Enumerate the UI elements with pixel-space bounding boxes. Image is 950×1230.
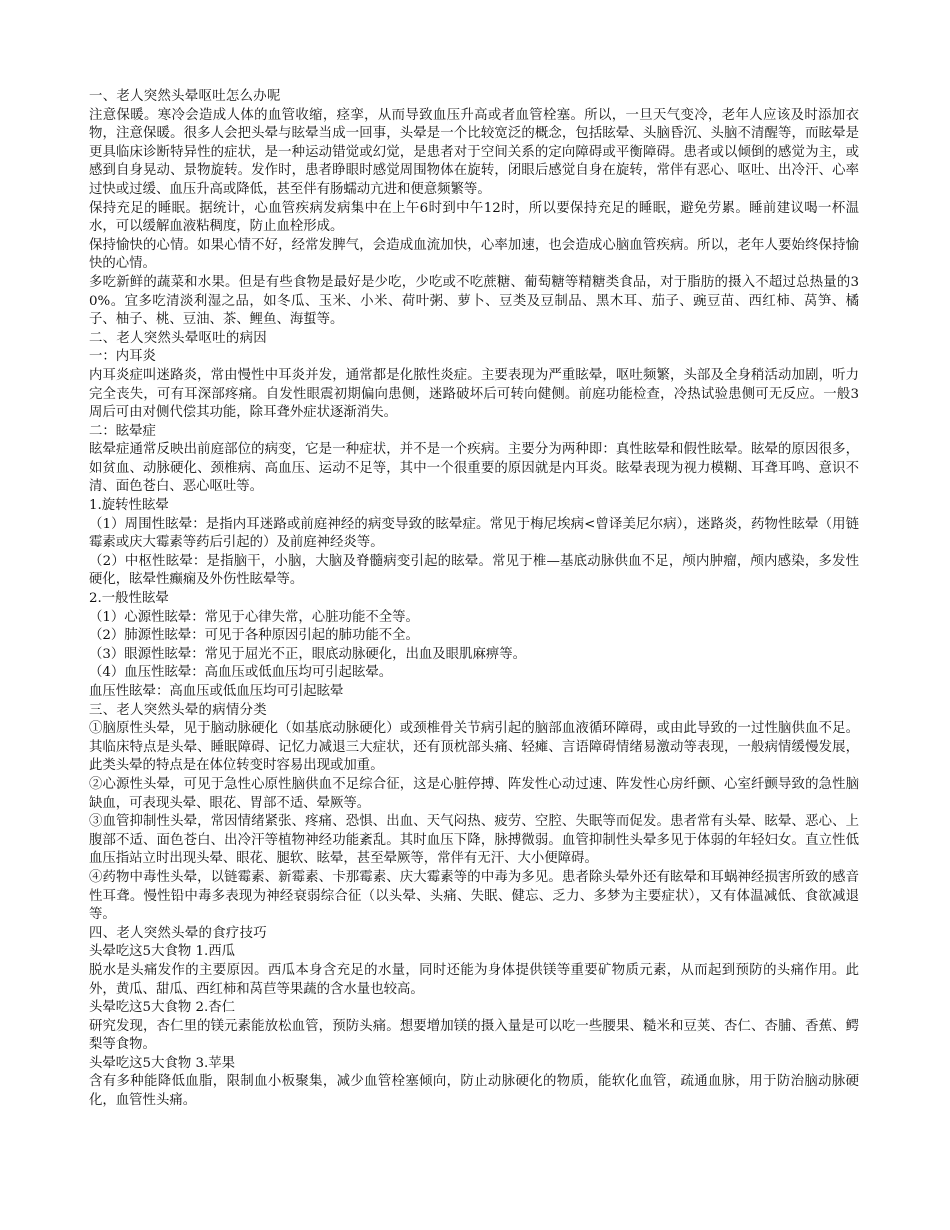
paragraph-drug-dizziness: ④药物中毒性头晕，以链霉素、新霉素、卡那霉素、庆大霉素等的中毒为多见。患者除头晕外还有眩晕和耳蜗神经损害所致的感音性耳聋。慢性铅中毒多表现为神经衰弱综合征（以头晕、头痛、失眠、健忘、乏力、多梦为主要症状），又有体温减低、食欲减退等。: [89, 869, 859, 923]
subheading-rotational-vertigo: 1.旋转性眩晕: [89, 498, 169, 514]
heading-section-3: 三、老人突然头晕的病情分类: [89, 702, 267, 718]
paragraph-otitis: 内耳炎症叫迷路炎，常由慢性中耳炎并发，通常都是化脓性炎症。主要表现为严重眩晕，呕吐频繁，头部及全身稍活动加剧，听力完全丧失，可有耳深部疼痛。自发性眼震初期偏向患侧，迷路破坏后可转向健侧。前庭功能检查，冷热试验患侧可无反应。一般3周后可由对侧代偿其功能，除耳聋外症状逐渐消失。: [89, 367, 859, 421]
list-item-pressure-vertigo: （4）血压性眩晕：高血压或低血压均可引起眩晕。: [89, 665, 393, 681]
subheading-apple: 头晕吃这5大食物 3.苹果: [89, 1055, 236, 1071]
paragraph-vertigo: 眩晕症通常反映出前庭部位的病变，它是一种症状，并不是一个疾病。主要分为两种即：真性眩晕和假性眩晕。眩晕的原因很多，如贫血、动脉硬化、颈椎病、高血压、运动不足等，其中一个很重要的原因就是内耳炎。眩晕表现为视力模糊、耳聋耳鸣、意识不清、面色苍白、恶心呕吐等。: [89, 442, 859, 495]
subheading-otitis: 一：内耳炎: [89, 349, 156, 365]
list-item-ocular-vertigo: （3）眼源性眩晕：常见于屈光不正，眼底动脉硬化，出血及眼肌麻痹等。: [89, 646, 527, 662]
paragraph-central-vertigo: （2）中枢性眩晕：是指脑干，小脑，大脑及脊髓病变引起的眩晕。常见于椎—基底动脉供血不足，颅内肿瘤，颅内感染，多发性硬化，眩晕性癫痫及外伤性眩晕等。: [89, 553, 859, 588]
subheading-vertigo: 二：眩晕症: [89, 423, 156, 439]
paragraph-watermelon: 脱水是头痛发作的主要原因。西瓜本身含充足的水量，同时还能为身体提供镁等重要矿物质元素，从而起到预防的头痛作用。此外，黄瓜、甜瓜、西红柿和莴苣等果蔬的含水量也较高。: [89, 962, 859, 997]
paragraph-mood: 保持愉快的心情。如果心情不好，经常发脾气，会造成血流加快，心率加速，也会造成心脑血管疾病。所以，老年人要始终保持愉快的心情。: [89, 237, 859, 272]
document-body: [89, 88, 859, 1111]
paragraph-cerebral-dizziness: ①脑原性头晕，见于脑动脉硬化（如基底动脉硬化）或颈椎骨关节病引起的脑部血液循环障碍，或由此导致的一过性脑供血不足。其临床特点是头晕、睡眠障碍、记忆力减退三大症状，还有顶枕部头痛、轻瘫、言语障碍情绪易激动等表现，一般病情缓慢发展，此类头晕的特点是在体位转变时容易出现或加重。: [89, 721, 859, 774]
paragraph-cardiac-dizziness: ②心源性头晕，可见于急性心原性脑供血不足综合征，这是心脏停搏、阵发性心动过速、阵发性心房纤颤、心室纤颤导致的急性脑缺血，可表现头晕、眼花、胃部不适、晕厥等。: [89, 776, 859, 811]
paragraph-vegetables: 多吃新鲜的蔬菜和水果。但是有些食物是最好是少吃，少吃或不吃蔗糖、葡萄糖等精糖类食品，对于脂肪的摄入不超过总热量的30%。宜多吃清淡利湿之品，如冬瓜、玉米、小米、荷叶粥、萝卜、豆类及豆制品、黑木耳、茄子、豌豆苗、西红柿、莴笋、橘子、柚子、桃、豆油、茶、鲤鱼、海蜇等。: [89, 274, 859, 328]
subheading-watermelon: 头晕吃这5大食物 1.西瓜: [89, 944, 236, 960]
subheading-almond: 头晕吃这5大食物 2.杏仁: [89, 1000, 236, 1016]
paragraph-apple: 含有多种能降低血脂，限制血小板聚集，减少血管栓塞倾向，防止动脉硬化的物质，能软化血管，疏通血脉，用于防治脑动脉硬化，血管性头痛。: [89, 1074, 859, 1109]
paragraph-peripheral-vertigo: （1）周围性眩晕：是指内耳迷路或前庭神经的病变导致的眩晕症。常见于梅尼埃病<曾译美尼尔病），迷路炎，药物性眩晕（用链霉素或庆大霉素等药后引起的）及前庭神经炎等。: [89, 516, 859, 551]
list-item-cardiac-vertigo: （1）心源性眩晕：常见于心律失常，心脏功能不全等。: [89, 609, 419, 625]
list-item-pulmonary-vertigo: （2）肺源性眩晕：可见于各种原因引起的肺功能不全。: [89, 628, 419, 644]
heading-section-2: 二、老人突然头晕呕吐的病因: [89, 330, 267, 346]
heading-section-4: 四、老人突然头晕的食疗技巧: [89, 925, 267, 941]
subheading-general-vertigo: 2.一般性眩晕: [89, 591, 169, 607]
paragraph-pressure-vertigo-repeat: 血压性眩晕：高血压或低血压均可引起眩晕: [89, 684, 344, 699]
paragraph-vasodepressor-dizziness: ③血管抑制性头晕，常因情绪紧张、疼痛、恐惧、出血、天气闷热、疲劳、空腔、失眠等而促发。患者常有头晕、眩晕、恶心、上腹部不适、面色苍白、出冷汗等植物神经功能紊乱。其时血压下降，脉搏微弱。血管抑制性头晕多见于体弱的年轻妇女。直立性低血压指站立时出现头晕、眼花、腿软、眩晕，甚至晕厥等，常伴有无汗、大小便障碍。: [89, 814, 859, 867]
heading-section-1: 一、老人突然头晕呕吐怎么办呢: [89, 89, 281, 104]
paragraph-almond: 研究发现，杏仁里的镁元素能放松血管，预防头痛。想要增加镁的摄入量是可以吃一些腰果、糙米和豆荚、杏仁、杏脯、香蕉、鳄梨等食物。: [89, 1018, 859, 1053]
paragraph-keep-warm: 注意保暖。寒冷会造成人体的血管收缩，痉挛，从而导致血压升高或者血管栓塞。所以，一旦天气变冷，老年人应该及时添加衣物，注意保暖。很多人会把头晕与眩晕当成一回事，头晕是一个比较宽泛的概念，包括眩晕、头脑昏沉、头脑不清醒等，而眩晕是更具临床诊断特异性的症状，是一种运动错觉或幻觉，是患者对于空间关系的定向障碍或平衡障碍。患者或以倾倒的感觉为主，或感到自身晃动、景物旋转。发作时，患者睁眼时感觉周围物体在旋转，闭眼后感觉自身在旋转，常伴有恶心、呕吐、出冷汗、心率过快或过缓、血压升高或降低，甚至伴有肠蠕动亢进和便意频繁等。: [89, 107, 859, 197]
paragraph-sleep: 保持充足的睡眠。据统计，心血管疾病发病集中在上午6时到中午12时，所以要保持充足的睡眠，避免劳累。睡前建议喝一杯温水，可以缓解血液粘稠度，防止血栓形成。: [89, 200, 859, 235]
